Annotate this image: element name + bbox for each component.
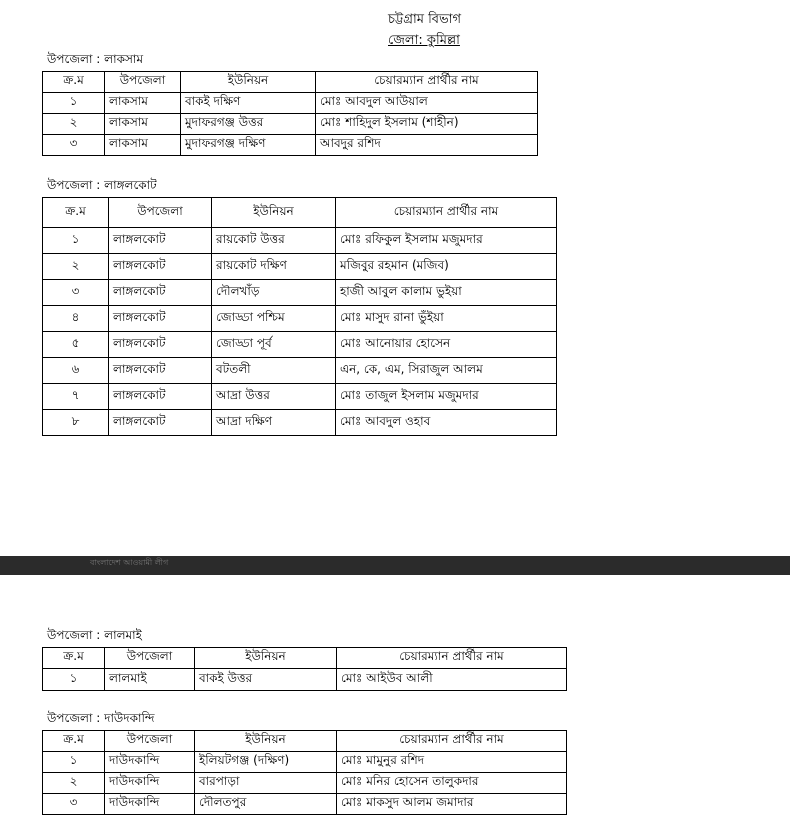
col-union: ইউনিয়ন: [212, 198, 336, 228]
cell-union: আদ্রা দক্ষিণ: [212, 410, 336, 436]
cell-upazila: লাকসাম: [105, 135, 181, 156]
col-candidate: চেয়ারম্যান প্রার্থীর নাম: [336, 198, 557, 228]
cell-upazila: লাকসাম: [105, 93, 181, 114]
cell-union: বাকই উত্তর: [195, 669, 337, 691]
table-header-row: [43, 648, 567, 669]
cell-union: বাকই দক্ষিণ: [181, 93, 316, 114]
division-heading: চট্টগ্রাম বিভাগ: [388, 12, 462, 27]
cell-candidate: মোঃ শাহিদুল ইসলাম (শাহীন): [316, 114, 538, 135]
cell-serial: ১: [43, 228, 109, 254]
table-row: [43, 332, 557, 358]
cell-candidate: মোঃ মামুনুর রশিদ: [337, 752, 567, 773]
cell-upazila: লাঙ্গলকোট: [109, 254, 212, 280]
cell-serial: ২: [43, 114, 105, 135]
col-upazila: উপজেলা: [105, 648, 195, 669]
cell-upazila: লাঙ্গলকোট: [109, 358, 212, 384]
cell-union: দৌলতপুর: [195, 794, 337, 815]
col-candidate: চেয়ারম্যান প্রার্থীর নাম: [316, 72, 538, 93]
table-row: [43, 752, 567, 773]
cell-union: বটতলী: [212, 358, 336, 384]
table-row: [43, 114, 538, 135]
cell-union: আদ্রা উত্তর: [212, 384, 336, 410]
cell-upazila: লাঙ্গলকোট: [109, 410, 212, 436]
cell-candidate: এন, কে, এম, সিরাজুল আলম: [336, 358, 557, 384]
cell-candidate: আবদুর রশিদ: [316, 135, 538, 156]
cell-upazila: লাঙ্গলকোট: [109, 384, 212, 410]
cell-upazila: লাঙ্গলকোট: [109, 228, 212, 254]
cell-serial: ৩: [43, 280, 109, 306]
table-row: [43, 669, 567, 691]
cell-candidate: মোঃ আনোয়ার হোসেন: [336, 332, 557, 358]
cell-upazila: দাউদকান্দি: [105, 794, 195, 815]
cell-union: মুদাফরগঞ্জ উত্তর: [181, 114, 316, 135]
cell-serial: ৮: [43, 410, 109, 436]
cell-upazila: লাকসাম: [105, 114, 181, 135]
table-row: [43, 410, 557, 436]
cell-upazila: দাউদকান্দি: [105, 752, 195, 773]
section-label-lalmai: উপজেলা : লালমাই: [47, 628, 142, 642]
cell-serial: ১: [43, 93, 105, 114]
table-row: [43, 773, 567, 794]
cell-union: মুদাফরগঞ্জ দক্ষিণ: [181, 135, 316, 156]
table-row: [43, 384, 557, 410]
cell-serial: ৭: [43, 384, 109, 410]
cell-union: জোড্ডা পূর্ব: [212, 332, 336, 358]
cell-upazila: লাঙ্গলকোট: [109, 306, 212, 332]
col-upazila: উপজেলা: [109, 198, 212, 228]
cell-serial: ১: [43, 752, 105, 773]
section-label-langalkot: উপজেলা : লাঙ্গলকোট: [47, 178, 157, 192]
col-serial: ক্র.ম: [43, 198, 109, 228]
cell-union: রায়কোট দক্ষিণ: [212, 254, 336, 280]
section-label-daudkandi: উপজেলা : দাউদকান্দি: [47, 711, 155, 725]
cell-candidate: মজিবুর রহমান (মজিব): [336, 254, 557, 280]
cell-candidate: মোঃ মাকসুদ আলম জমাদার: [337, 794, 567, 815]
cell-union: বারপাড়া: [195, 773, 337, 794]
col-union: ইউনিয়ন: [181, 72, 316, 93]
table-row: [43, 254, 557, 280]
cell-union: রায়কোট উত্তর: [212, 228, 336, 254]
section-label-laksam: উপজেলা : লাকসাম: [47, 52, 144, 66]
cell-serial: ৪: [43, 306, 109, 332]
table-row: [43, 280, 557, 306]
table-row: [43, 306, 557, 332]
table-header-row: [43, 731, 567, 752]
cell-serial: ৩: [43, 794, 105, 815]
col-candidate: চেয়ারম্যান প্রার্থীর নাম: [337, 648, 567, 669]
cell-upazila: লাঙ্গলকোট: [109, 280, 212, 306]
cell-union: দৌলখাঁড়: [212, 280, 336, 306]
col-serial: ক্র.ম: [43, 72, 105, 93]
cell-serial: ১: [43, 669, 105, 691]
col-serial: ক্র.ম: [43, 731, 105, 752]
cell-candidate: মোঃ আবদুল আউয়াল: [316, 93, 538, 114]
cell-upazila: লাঙ্গলকোট: [109, 332, 212, 358]
table-row: [43, 794, 567, 815]
district-heading: জেলা: কুমিল্লা: [388, 33, 460, 48]
col-union: ইউনিয়ন: [195, 648, 337, 669]
cell-upazila: লালমাই: [105, 669, 195, 691]
col-union: ইউনিয়ন: [195, 731, 337, 752]
cell-union: জোড্ডা পশ্চিম: [212, 306, 336, 332]
cell-candidate: মোঃ আইউব আলী: [337, 669, 567, 691]
cell-serial: ৫: [43, 332, 109, 358]
cell-candidate: মোঃ আবদুল ওহাব: [336, 410, 557, 436]
cell-serial: ২: [43, 254, 109, 280]
table-langalkot: [42, 197, 557, 436]
table-laksam: [42, 71, 538, 156]
table-lalmai: [42, 647, 567, 691]
col-serial: ক্র.ম: [43, 648, 105, 669]
divider-text: বাংলাদেশ আওয়ামী লীগ: [90, 558, 169, 567]
table-header-row: [43, 72, 538, 93]
cell-serial: ৩: [43, 135, 105, 156]
cell-upazila: দাউদকান্দি: [105, 773, 195, 794]
table-row: [43, 93, 538, 114]
col-upazila: উপজেলা: [105, 731, 195, 752]
col-candidate: চেয়ারম্যান প্রার্থীর নাম: [337, 731, 567, 752]
table-row: [43, 228, 557, 254]
cell-candidate: মোঃ তাজুল ইসলাম মজুমদার: [336, 384, 557, 410]
cell-union: ইলিয়টগঞ্জ (দক্ষিণ): [195, 752, 337, 773]
cell-serial: ২: [43, 773, 105, 794]
table-header-row: [43, 198, 557, 228]
cell-candidate: মোঃ মাসুদ রানা ভুঁইয়া: [336, 306, 557, 332]
cell-candidate: মোঃ রফিকুল ইসলাম মজুমদার: [336, 228, 557, 254]
cell-candidate: মোঃ মনির হোসেন তালুকদার: [337, 773, 567, 794]
table-daudkandi: [42, 730, 567, 815]
cell-candidate: হাজী আবুল কালাম ভুইয়া: [336, 280, 557, 306]
col-upazila: উপজেলা: [105, 72, 181, 93]
table-row: [43, 135, 538, 156]
table-row: [43, 358, 557, 384]
cell-serial: ৬: [43, 358, 109, 384]
